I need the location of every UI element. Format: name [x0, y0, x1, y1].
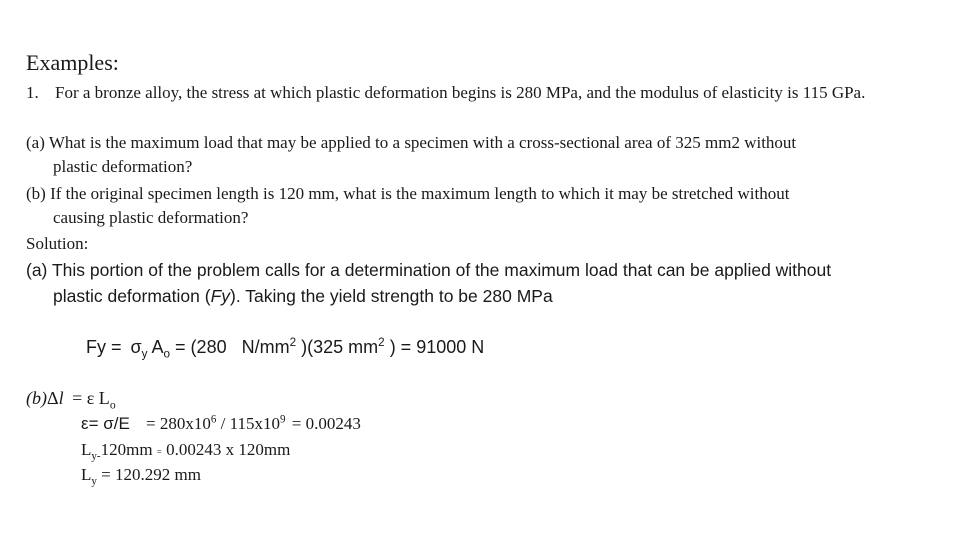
ly-equation: [81, 440, 291, 463]
question-a-line2: plastic deformation?: [53, 157, 193, 176]
strain-denominator: / 115x10: [220, 414, 281, 433]
fy-rhs3: ) = 91000 N: [389, 337, 485, 357]
fy-lhs: Fy =: [86, 337, 122, 357]
strain-denominator-sup: 9: [280, 413, 286, 426]
solution-b-equation: [26, 388, 116, 412]
question-b-marker: (b): [26, 184, 46, 203]
fy-equation: [86, 336, 485, 361]
solution-a-line2-post: ). Taking the yield strength to be 280 MPa: [230, 286, 553, 306]
solution-a-line1: [26, 260, 831, 281]
strain-equation: [81, 414, 361, 434]
strain-numerator-sup: 6: [210, 413, 217, 426]
area-symbol: A: [151, 337, 164, 357]
page-heading: Examples:: [26, 50, 119, 75]
question-b-line1: [26, 184, 789, 204]
final-length-equation: [81, 465, 201, 488]
solution-a-line2-italic: Fy: [210, 286, 231, 306]
problem-text: For a bronze alloy, the stress at which plastic deformation begins is 280 MPa, and the modulus of elasticity is 115 GPa.: [55, 83, 866, 102]
solution-b-subscript: o: [109, 398, 116, 412]
length-symbol: l: [58, 388, 64, 408]
solution-a-text: This portion of the problem calls for a determination of the maximum load that can be applied without: [51, 260, 832, 280]
fy-unit1-sup: 2: [289, 336, 297, 349]
strain-numerator: = 280x10: [146, 414, 211, 433]
ly-rhs: 0.00243 x 120mm: [166, 440, 291, 459]
final-subscript: y: [91, 475, 97, 488]
fy-unit2-sup: 2: [378, 336, 385, 349]
ly-120: 120mm: [100, 440, 153, 459]
fy-rhs1: = (280: [175, 337, 227, 357]
ly-equals-small: =: [156, 447, 162, 457]
area-subscript: o: [163, 347, 171, 361]
question-a-line1: [26, 133, 796, 153]
delta-symbol: Δ: [47, 388, 59, 408]
strain-result: = 0.00243: [291, 414, 361, 433]
solution-b-marker: (b): [26, 388, 47, 408]
sigma-subscript: y: [141, 347, 148, 361]
solution-a-line2: [53, 286, 553, 307]
ly-subscript: y-: [91, 450, 101, 463]
sigma-symbol: σ: [130, 337, 142, 357]
ly-L: L: [81, 440, 92, 459]
fy-rhs2: )(325 mm: [301, 337, 379, 357]
problem-number: 1.: [26, 83, 39, 102]
solution-label: Solution:: [26, 234, 89, 253]
question-a-text: What is the maximum load that may be applied to a specimen with a cross-sectional area of 325 mm2 without: [48, 133, 797, 152]
question-b-text: If the original specimen length is 120 mm, what is the maximum length to which it may be stretched without: [50, 184, 790, 203]
fy-unit1: N/mm: [241, 337, 290, 357]
strain-lhs: ε= σ/E: [81, 414, 130, 433]
solution-b-rhs: = ε L: [72, 388, 110, 408]
solution-a-marker: (a): [26, 260, 48, 280]
final-L: L: [81, 465, 92, 484]
solution-a-line2-pre: plastic deformation (: [53, 286, 211, 306]
problem-statement: [26, 83, 865, 103]
final-result: = 120.292 mm: [101, 465, 201, 484]
question-b-line2: causing plastic deformation?: [53, 208, 249, 227]
question-a-marker: (a): [26, 133, 45, 152]
